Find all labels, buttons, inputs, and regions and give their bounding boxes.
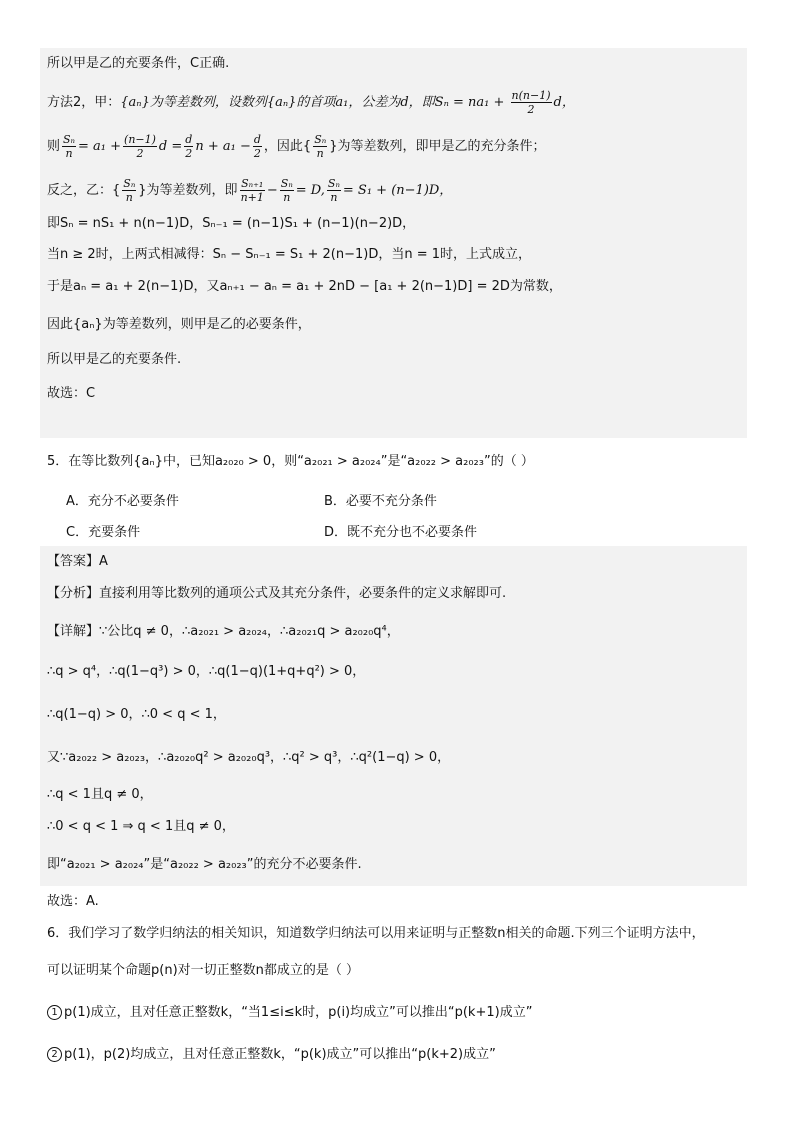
q5-detail-3: ∴q(1−q) > 0，∴0 < q < 1，: [47, 707, 226, 722]
circled-number-2: 2: [47, 1047, 62, 1062]
math-text: {aₙ}为等差数列，设数列{aₙ}的首项a₁，公差为d，即Sₙ = na₁ +: [120, 95, 505, 110]
item-text: p(1)，p(2)均成立，且对任意正整数k，“p(k)成立”可以推出“p(k+2)成立”: [64, 1047, 496, 1062]
q6-item-1: [47, 1004, 749, 1022]
fraction-denominator: 2: [253, 147, 261, 160]
q5-detail-7: 即“a₂₀₂₁ > a₂₀₂₄”是“a₂₀₂₂ > a₂₀₂₃”的充分不必要条件.: [47, 857, 362, 872]
math-text: = S₁ + (n−1)D，: [342, 183, 453, 198]
q5-option-a: A．充分不必要条件: [66, 494, 179, 509]
math-text: d，: [553, 95, 575, 110]
solution-line-4: [47, 177, 749, 204]
q5-detail-1: 【详解】∵公比q ≠ 0，∴a₂₀₂₁ > a₂₀₂₄，∴a₂₀₂₁q > a₂₀₂₀q⁴，: [47, 624, 400, 639]
q5-analysis: 【分析】直接利用等比数列的通项公式及其充分条件，必要条件的定义求解即可.: [47, 586, 507, 601]
solution-line-8: 因此{aₙ}为等差数列，则甲是乙的必要条件，: [47, 317, 311, 332]
fraction-denominator: n: [125, 191, 133, 204]
fraction: [313, 133, 327, 160]
circled-number-1: 1: [47, 1005, 62, 1020]
fraction-numerator: Sₙ: [327, 177, 340, 190]
solution-line-1: 所以甲是乙的充要条件，C正确.: [47, 56, 230, 71]
q5-answer: 【答案】A: [47, 554, 108, 569]
fraction-denominator: n: [330, 191, 338, 204]
fraction-numerator: Sₙ₊₁: [241, 177, 264, 190]
fraction-numerator: Sₙ: [123, 177, 136, 190]
item-text: p(1)成立，且对任意正整数k，“当1≤i≤k时，p(i)均成立”可以推出“p(k+1)成立”: [64, 1005, 533, 1020]
text: }为等差数列，即甲是乙的充分条件；: [329, 139, 546, 154]
q5-option-c: C．充要条件: [66, 525, 141, 540]
fraction-denominator: n: [65, 147, 73, 160]
q5-stem: 5．在等比数列{aₙ}中，已知a₂₀₂₀ > 0，则“a₂₀₂₁ > a₂₀₂₄”是“a₂₀₂₂ > a₂₀₂₃”的（ ）: [47, 454, 534, 469]
fraction: [327, 177, 341, 204]
solution-line-6: 当n ≥ 2时，上两式相减得：Sₙ − Sₙ₋₁ = S₁ + 2(n−1)D，当n = 1时，上式成立，: [47, 247, 532, 262]
fraction-numerator: d: [253, 133, 261, 146]
fraction-numerator: Sₙ: [314, 133, 327, 146]
fraction: [511, 89, 552, 116]
fraction-numerator: Sₙ: [63, 133, 76, 146]
q5-choice: 故选：A.: [47, 894, 99, 909]
text: }为等差数列，即: [138, 183, 238, 198]
fraction: [122, 177, 136, 204]
solution-choice: 故选：C: [47, 386, 96, 401]
solution-line-9: 所以甲是乙的充要条件.: [47, 352, 182, 367]
text: 反之，乙：{: [47, 183, 121, 198]
text: ，因此{: [263, 139, 312, 154]
fraction: [184, 133, 193, 160]
solution-line-7: 于是aₙ = a₁ + 2(n−1)D，又aₙ₊₁ − aₙ = a₁ + 2nD − [a₁ + 2(n−1)D] = 2D为常数，: [47, 279, 562, 294]
fraction-denominator: 2: [136, 147, 144, 160]
fraction-numerator: n(n−1): [511, 89, 551, 102]
math-text: d =: [158, 139, 183, 154]
solution-line-3: [47, 133, 749, 160]
q6-stem-line-1: 6．我们学习了数学归纳法的相关知识，知道数学归纳法可以用来证明与正整数n相关的命题.下列三个证明方法中，: [47, 926, 705, 941]
fraction-denominator: n+1: [240, 191, 264, 204]
fraction-denominator: 2: [185, 147, 193, 160]
math-text: n + a₁ −: [195, 139, 251, 154]
q5-option-d: D．既不充分也不必要条件: [324, 525, 478, 540]
q6-item-2: [47, 1046, 749, 1064]
solution-line-2: [47, 89, 749, 116]
fraction: [123, 133, 157, 160]
fraction-numerator: Sₙ: [280, 177, 293, 190]
fraction-denominator: 2: [527, 103, 535, 116]
q5-detail-6: ∴0 < q < 1 ⇒ q < 1且q ≠ 0，: [47, 819, 235, 834]
fraction-numerator: (n−1): [124, 133, 156, 146]
text: 则: [47, 139, 61, 154]
fraction-denominator: n: [283, 191, 291, 204]
fraction-numerator: d: [185, 133, 193, 146]
solution-line-5: 即Sₙ = nS₁ + n(n−1)D，Sₙ₋₁ = (n−1)S₁ + (n−1)(n−2)D，: [47, 216, 416, 231]
q5-option-b: B．必要不充分条件: [324, 494, 437, 509]
fraction: [240, 177, 265, 204]
q5-detail-4: 又∵a₂₀₂₂ > a₂₀₂₃，∴a₂₀₂₀q² > a₂₀₂₀q³，∴q² > q³，∴q²(1−q) > 0，: [47, 750, 451, 765]
fraction-denominator: n: [316, 147, 324, 160]
q5-detail-5: ∴q < 1且q ≠ 0，: [47, 787, 153, 802]
fraction: [280, 177, 294, 204]
math-text: = a₁ +: [78, 139, 122, 154]
method-label: 方法2，甲：: [47, 95, 121, 110]
fraction: [62, 133, 76, 160]
q5-detail-2: ∴q > q⁴，∴q(1−q³) > 0，∴q(1−q)(1+q+q²) > 0，: [47, 664, 366, 679]
math-text: −: [266, 183, 278, 198]
math-text: = D,: [295, 183, 325, 198]
fraction: [253, 133, 262, 160]
q6-stem-line-2: 可以证明某个命题p(n)对一切正整数n都成立的是（ ）: [47, 963, 360, 978]
